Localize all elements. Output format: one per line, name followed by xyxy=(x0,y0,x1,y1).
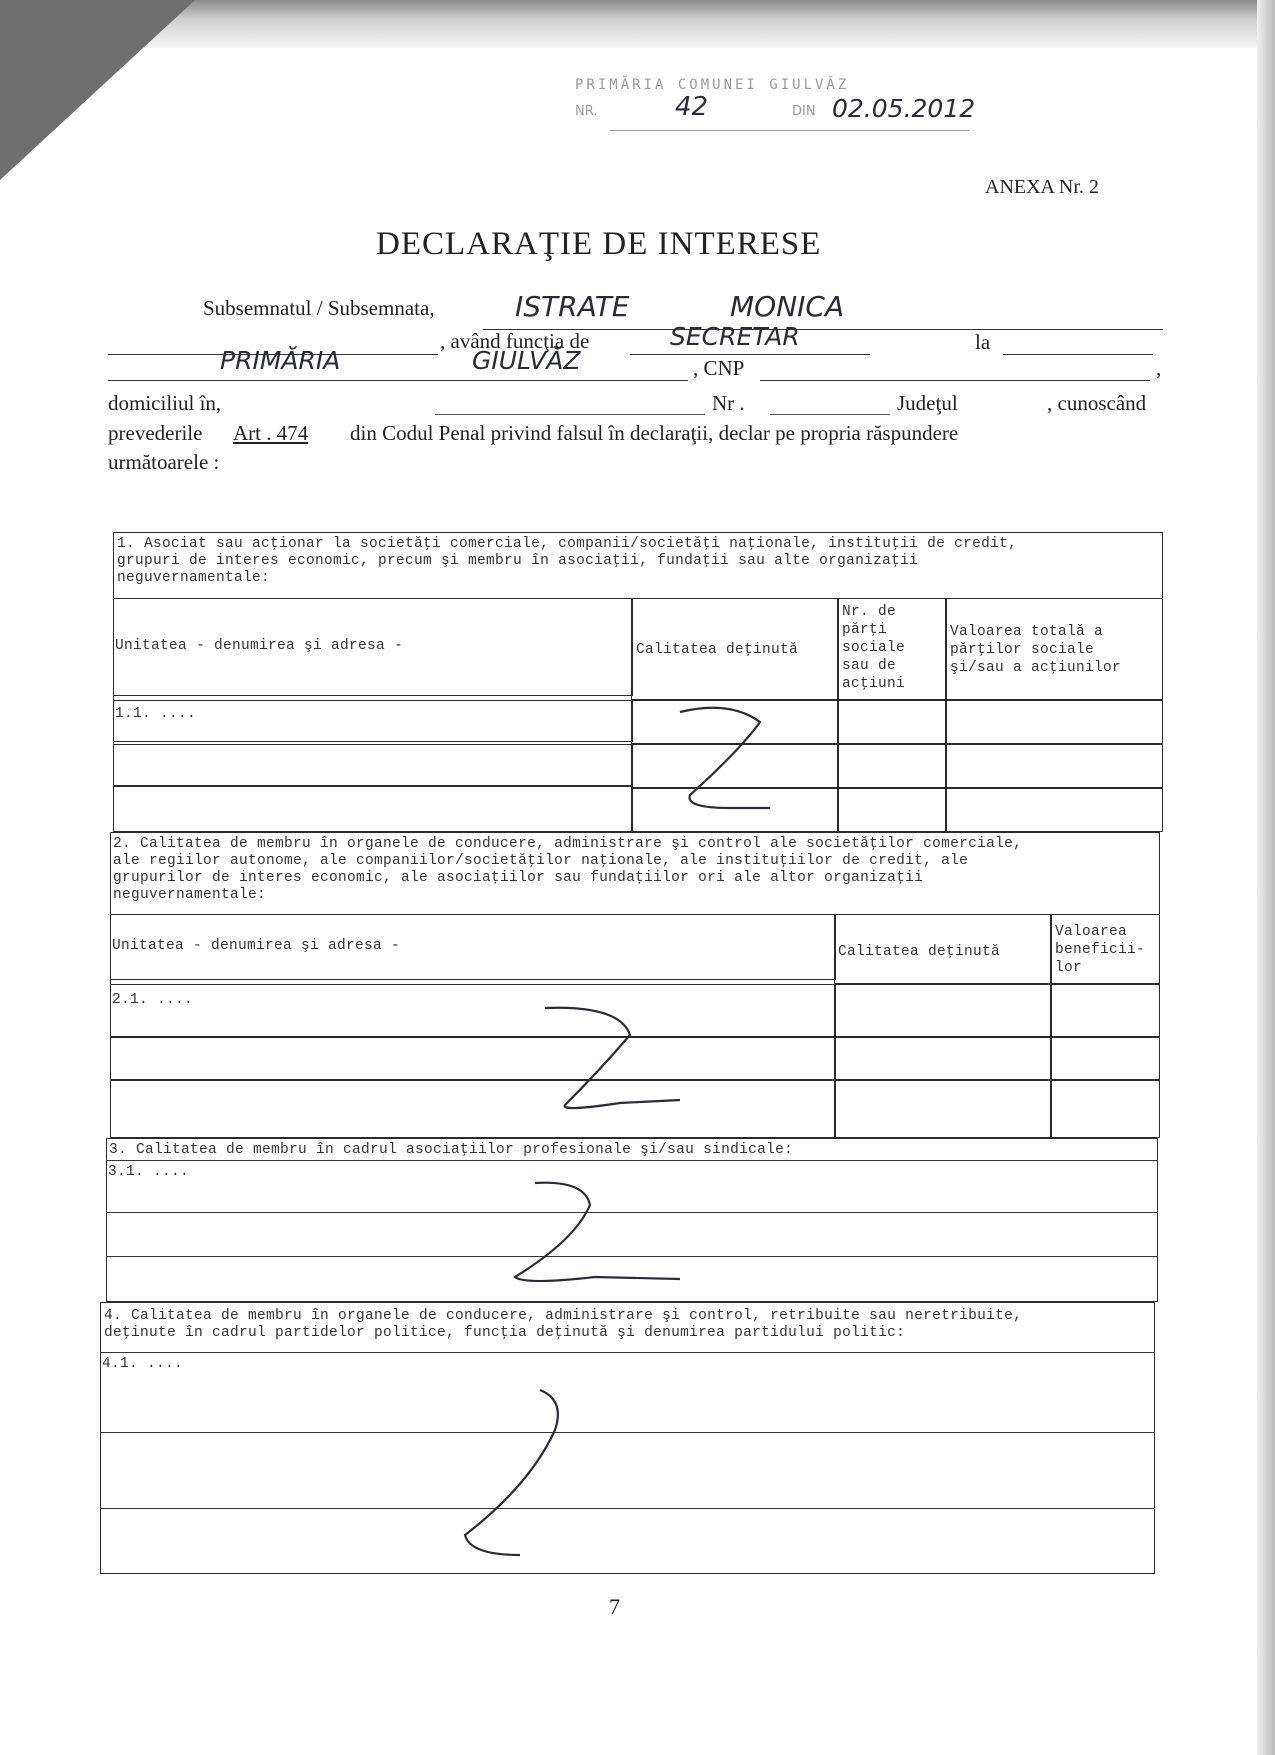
intro-domiciliul: domiciliul în, xyxy=(108,391,222,415)
stamp-date-value: 02.05.2012 xyxy=(832,94,976,123)
institution-name-a: PRIMĂRIA xyxy=(220,346,341,375)
s2-row1-col3 xyxy=(1050,984,1160,1038)
section3-heading: 3. Calitatea de membru în cadrul asociaţiilor profesionale şi/sau sindicale: xyxy=(109,1142,794,1158)
la-line xyxy=(1003,354,1153,355)
nr-line xyxy=(770,414,890,415)
intro-prevederile: prevederile xyxy=(108,421,203,445)
intro-nr: Nr . xyxy=(712,391,745,415)
s2-row1-col2 xyxy=(834,984,1052,1038)
s3-row1-label: 3.1. .... xyxy=(108,1164,190,1180)
declarant-last-name: MONICA xyxy=(730,290,845,323)
s1-col3-label-5: acţiuni xyxy=(842,676,906,692)
section1-void-mark xyxy=(670,700,780,815)
section3-void-mark xyxy=(505,1175,685,1290)
s4-row1-label: 4.1. .... xyxy=(102,1356,184,1372)
section2-heading-3: grupurilor de interes economic, ale asociaţiilor sau fundaţiilor ori ale altor organizaţii xyxy=(113,870,924,886)
intro-judetul: Judeţul xyxy=(897,391,958,415)
stamp-underline xyxy=(610,130,970,131)
intro-article: Art . 474 xyxy=(233,421,309,445)
functia-value: SECRETAR xyxy=(670,322,800,351)
s2-col2-label: Calitatea deţinută xyxy=(838,944,1001,960)
intro-cnp: , CNP xyxy=(693,356,745,380)
s2-col3-label-3: lor xyxy=(1055,960,1083,976)
cnp-line xyxy=(760,380,1150,381)
s1-row3-col1 xyxy=(113,786,633,832)
page-number: 7 xyxy=(609,1594,620,1619)
s1-col3-label-2: părţi xyxy=(842,622,888,638)
intro-cunoscand: , cunoscând xyxy=(1047,391,1147,415)
s1-row1-col3 xyxy=(837,700,947,744)
institution-name-b: GIULVĂZ xyxy=(472,346,581,375)
intro-functia: , având funcţia de xyxy=(440,329,590,353)
section2-void-mark xyxy=(540,1000,690,1125)
s1-col4-label-1: Valoarea totală a xyxy=(950,624,1104,640)
intro-codul-penal: din Codul Penal privind falsul în declaraţii, declar pe propria răspundere xyxy=(350,421,959,445)
s1-row3-col3 xyxy=(837,788,947,832)
s1-col3-label-3: sociale xyxy=(842,640,906,656)
stamp-nr-value: 42 xyxy=(675,92,709,122)
folded-corner xyxy=(0,0,195,180)
s4-divider-3 xyxy=(100,1508,1155,1509)
s2-col3-label-2: beneficii- xyxy=(1055,942,1146,958)
s3-divider-1 xyxy=(106,1160,1158,1161)
declarant-first-name: ISTRATE xyxy=(515,290,630,323)
s2-col3-label-1: Valoarea xyxy=(1055,924,1128,940)
section1-heading-3: neguvernamentale: xyxy=(117,570,271,586)
section4-void-mark xyxy=(460,1385,580,1565)
address-line xyxy=(435,414,705,415)
section4-heading-2: deţinute în cadrul partidelor politice, funcţia deţinută şi denumirea partidului politic: xyxy=(104,1325,906,1341)
s2-row1-col1 xyxy=(110,984,836,1038)
section2-heading-2: ale regiilor autonome, ale companiilor/societăţilor naţionale, ale instituţiilor de credit, ale xyxy=(113,853,969,869)
section2-heading: 2. Calitatea de membru în organele de conducere, administrare şi control ale societăţilor comerciale, xyxy=(113,836,1023,852)
section1-heading: 1. Asociat sau acţionar la societăţi comerciale, companii/societăţi naţionale, instituţii de credit, xyxy=(117,536,1018,552)
s1-col3-label-1: Nr. de xyxy=(842,604,897,620)
registry-stamp xyxy=(570,62,990,132)
s1-col2-label: Calitatea deţinută xyxy=(636,642,799,658)
section2-heading-4: neguvernamentale: xyxy=(113,887,267,903)
s1-row2-col1 xyxy=(113,744,633,786)
s1-col3-label-4: sau de xyxy=(842,658,897,674)
s2-row3-col2 xyxy=(834,1080,1052,1138)
s2-row1-label: 2.1. .... xyxy=(112,992,194,1008)
s1-row2-col3 xyxy=(837,744,947,788)
institution-line xyxy=(108,380,688,381)
s1-row1-col4 xyxy=(945,700,1163,744)
cnp-comma: , xyxy=(1156,356,1162,380)
functia-line xyxy=(630,354,870,355)
annex-label: ANEXA Nr. 2 xyxy=(985,176,1099,198)
s4-divider-2 xyxy=(100,1432,1155,1433)
s1-row1-label: 1.1. .... xyxy=(115,706,197,722)
stamp-din-label: DIN xyxy=(792,104,816,119)
s2-row3-col3 xyxy=(1050,1080,1160,1138)
s1-row3-col4 xyxy=(945,788,1163,832)
s2-row2-col1 xyxy=(110,1036,836,1080)
s2-row2-col2 xyxy=(834,1036,1052,1080)
s2-col1-label: Unitatea - denumirea şi adresa - xyxy=(112,938,401,954)
s4-divider-1 xyxy=(100,1352,1155,1353)
intro-urmatoarele: următoarele : xyxy=(108,450,220,474)
s2-row3-col1 xyxy=(110,1080,836,1138)
section4-heading: 4. Calitatea de membru în organele de conducere, administrare şi control, retribuite sau neretribuite, xyxy=(104,1308,1023,1324)
page-title: DECLARAŢIE DE INTERESE xyxy=(376,226,822,262)
section1-heading-2: grupuri de interes economic, precum şi membru în asociaţii, fundaţii sau alte organizaţii xyxy=(117,553,919,569)
section4-outer xyxy=(100,1302,1155,1574)
s1-col4-label-2: părţilor sociale xyxy=(950,642,1095,658)
stamp-institution: PRIMĂRIA COMUNEI GIULVĂZ xyxy=(575,77,850,93)
intro-la: la xyxy=(975,330,991,354)
s1-col4-label-3: şi/sau a acţiunilor xyxy=(950,660,1122,676)
s1-col1-label: Unitatea - denumirea şi adresa - xyxy=(115,638,404,654)
intro-subsemnat: Subsemnatul / Subsemnata, xyxy=(203,296,435,320)
s1-row2-col4 xyxy=(945,744,1163,788)
s2-row2-col3 xyxy=(1050,1036,1160,1080)
stamp-nr-label: NR. xyxy=(575,104,598,119)
scan-right-edge xyxy=(1257,0,1275,1755)
